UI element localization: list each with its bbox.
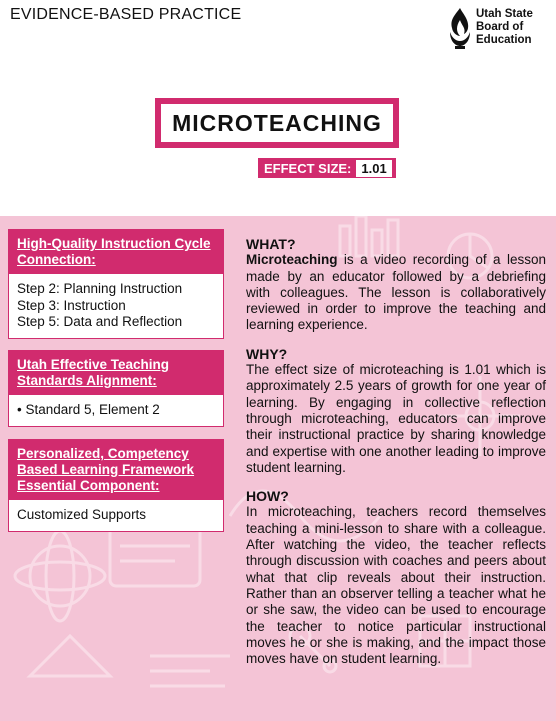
what-heading: WHAT? xyxy=(246,236,296,252)
page-title-box xyxy=(155,98,399,148)
flame-icon xyxy=(446,6,474,50)
teaching-standards-list xyxy=(9,395,223,426)
teaching-standards-card xyxy=(8,350,224,427)
instruction-cycle-list xyxy=(9,274,223,338)
effect-size-value: 1.01 xyxy=(355,159,392,178)
list-item: • Standard 5, Element 2 xyxy=(17,402,160,417)
list-item: Step 3: Instruction xyxy=(17,297,126,313)
main-content xyxy=(246,236,546,679)
how-heading: HOW? xyxy=(246,488,289,505)
effect-size-badge xyxy=(258,158,396,178)
framework-list xyxy=(9,500,223,531)
why-text: The effect size of microteaching is 1.01 which is approximately 2.5 years of growth for one year of learning. By engaging in collective reflection through microteaching, educators can improve their instructional practice by sharing knowledge and expertise with one another leading to improve student learning. xyxy=(246,362,546,475)
what-body: is a video recording of a lesson made by an educator followed by a debriefing with colleagues. The lesson is collaboratively reviewed in order to improve the teaching and learning experience. xyxy=(246,252,546,333)
page-title: MICROTEACHING xyxy=(161,104,393,142)
effect-size-label: EFFECT SIZE: xyxy=(264,160,352,176)
usbe-logo xyxy=(446,6,550,52)
header-label: EVIDENCE-BASED PRACTICE xyxy=(10,6,242,23)
list-item: Step 2: Planning Instruction xyxy=(17,281,183,296)
list-item: Step 5: Data and Reflection xyxy=(17,314,183,329)
framework-heading: Personalized, Competency Based Learning Framework Essential Component: xyxy=(9,440,223,500)
why-heading: WHY? xyxy=(246,345,288,362)
what-text xyxy=(246,252,546,333)
what-lead: Microteaching xyxy=(246,252,338,268)
teaching-standards-heading: Utah Effective Teaching Standards Alignment: xyxy=(9,351,223,395)
instruction-cycle-heading: High-Quality Instruction Cycle Connection: xyxy=(9,230,223,274)
how-text: In microteaching, teachers record themselves teaching a mini-lesson to share with a colleague. After watching the video, the teacher reflects through discussion with coaches and peers about what that clip reveals about their instruction. Rather than an observer telling a teacher what he or she saw, the video can be used to encourage the teacher to notice particular instructional moves he or she is making, and the impact those moves have on student learning. xyxy=(246,504,546,667)
logo-text: Utah State Board of Education xyxy=(476,8,533,46)
framework-card xyxy=(8,439,224,532)
list-item: Customized Supports xyxy=(17,507,147,522)
instruction-cycle-card xyxy=(8,229,224,339)
